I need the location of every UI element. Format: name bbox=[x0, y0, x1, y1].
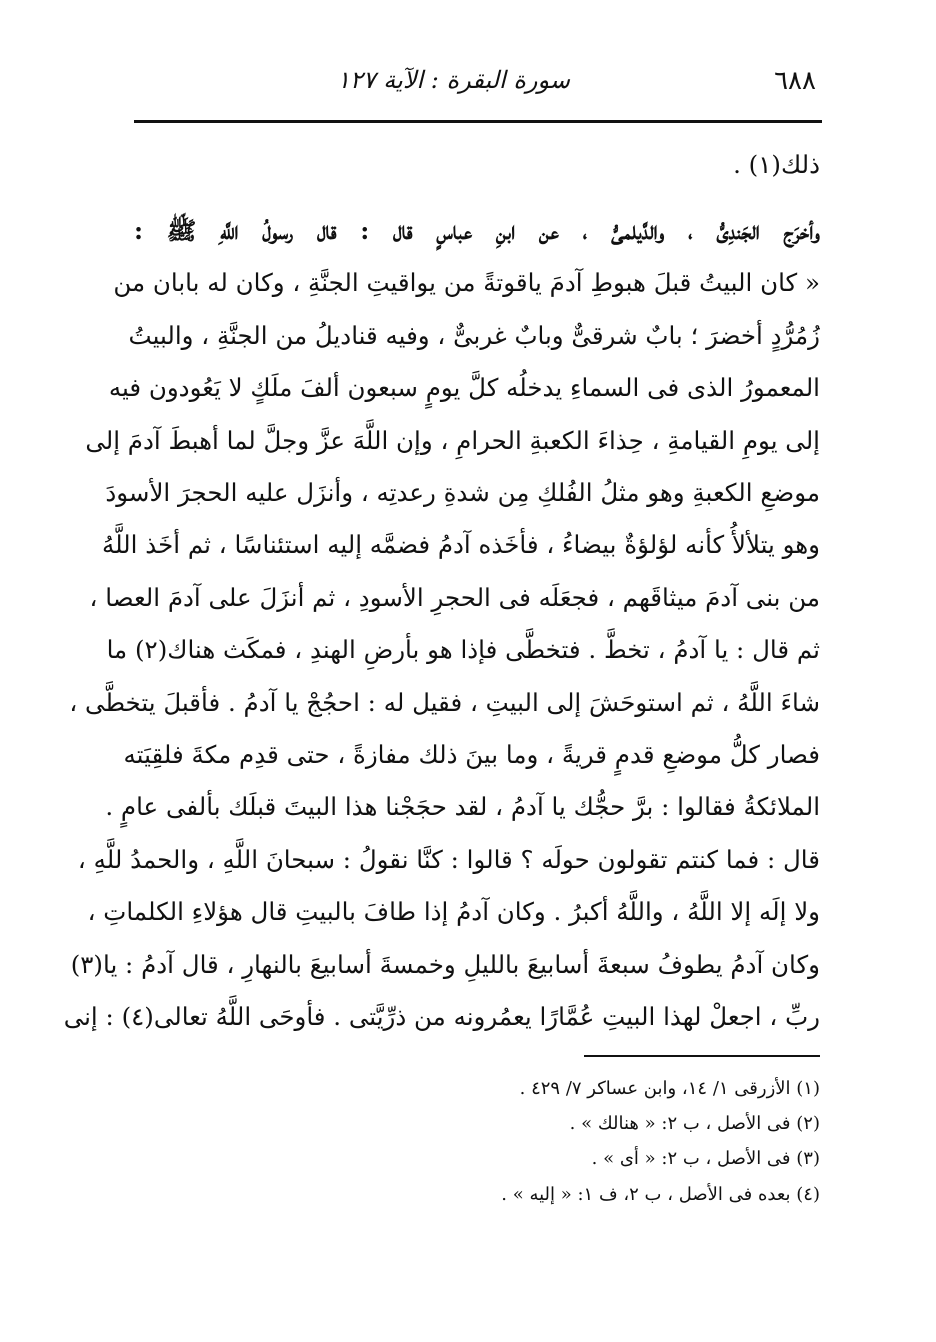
body-line: ذلك(١) . bbox=[733, 150, 820, 179]
body-line: موضعِ الكعبةِ وهو مثلُ الفُلكِ مِن شدةِ رعدتِه ، وأنزَل عليه الحجرَ الأسودَ bbox=[105, 478, 820, 507]
body-line: « كان البيتُ قبلَ هبوطِ آدمَ ياقوتةً من يواقيتِ الجنَّةِ ، وكان له بابان من bbox=[113, 268, 820, 297]
page-header bbox=[134, 62, 820, 102]
footnote: (٣) فى الأصل ، ب ٢: « أى » . bbox=[591, 1148, 820, 1169]
body-line: ولا إلَه إلا اللَّهُ ، واللَّهُ أكبرُ . وكان آدمُ إذا طافَ بالبيتِ قال هؤلاءِ الكلماتِ ، bbox=[87, 897, 820, 926]
body-line: وأخرَج الجَندِىُّ ، والدَّيلمىُّ ، عن ابنِ عباسٍ قال : قال رسولُ اللَّهِ ﷺ : bbox=[134, 216, 820, 245]
body-line: من بنى آدمَ ميثاقَهم ، فجعَلَه فى الحجرِ الأسودِ ، ثم أنزَلَ على آدمَ العصا ، bbox=[89, 583, 820, 612]
body-line: فصار كلُّ موضعِ قدمٍ قريةً ، وما بينَ ذلك مفازةً ، حتى قدِم مكةَ فلقِيَته bbox=[123, 740, 820, 769]
body-line: شاءَ اللَّهُ ، ثم استوحَشَ إلى البيتِ ، فقيل له : احجُجْ يا آدمُ . فأقبلَ يتخطَّى ، bbox=[69, 688, 820, 717]
footnote: (٤) بعده فى الأصل ، ب ٢، ف ١: « إليه » . bbox=[501, 1184, 820, 1205]
page-number: ٦٨٨ bbox=[774, 66, 816, 96]
body-line: وهو يتلألأُ كأنه لؤلؤةٌ بيضاءُ ، فأخَذه آدمُ فضمَّه إليه استئناسًا ، ثم أخَذ اللَّهُ bbox=[101, 530, 820, 559]
body-line: قال : فما كنتم تقولون حولَه ؟ قالوا : كنَّا نقولُ : سبحانَ اللَّهِ ، والحمدُ للَّهِ ، bbox=[77, 845, 820, 874]
body-line: ربِّ ، اجعلْ لهذا البيتِ عُمَّارًا يعمُرونه من ذرِّيَّتى . فأوحَى اللَّهُ تعالى(٤) : إنى bbox=[63, 1002, 820, 1031]
body-line: ثم قال : يا آدمُ ، تخطَّ . فتخطَّى فإذا هو بأرضِ الهندِ ، فمكَث هناك(٢) ما bbox=[106, 635, 820, 664]
body-line: زُمُرُّدٍ أخضرَ ؛ بابٌ شرقىٌّ وبابٌ غربىٌّ ، وفيه قناديلُ من الجنَّةِ ، والبيتُ bbox=[128, 321, 820, 350]
body-line: وكان آدمُ يطوفُ سبعةَ أسابيعَ بالليلِ وخمسةَ أسابيعَ بالنهارِ ، قال آدمُ : يا(٣) bbox=[70, 950, 820, 979]
running-title: سورة البقرة : الآية ١٢٧ bbox=[336, 66, 570, 94]
header-rule bbox=[134, 120, 822, 123]
footnote: (١) الأزرقى ١/ ١٤، وابن عساكر ٧/ ٤٢٩ . bbox=[519, 1078, 820, 1099]
footnote-rule bbox=[584, 1055, 820, 1057]
body-line: المعمورُ الذى فى السماءِ يدخلُه كلَّ يومٍ سبعون ألفَ ملَكٍ لا يَعُودون فيه bbox=[108, 373, 820, 402]
body-line: الملائكةُ فقالوا : برَّ حجُّك يا آدمُ ، لقد حجَجْنا هذا البيتَ قبلَك بألفى عامٍ . bbox=[105, 792, 820, 821]
body-line: إلى يومِ القيامةِ ، حِذاءَ الكعبةِ الحرامِ ، وإن اللَّهَ عزَّ وجلَّ لما أهبطَ آدمَ إلى bbox=[85, 426, 820, 455]
footnote: (٢) فى الأصل ، ب ٢: « هنالك » . bbox=[569, 1113, 820, 1134]
